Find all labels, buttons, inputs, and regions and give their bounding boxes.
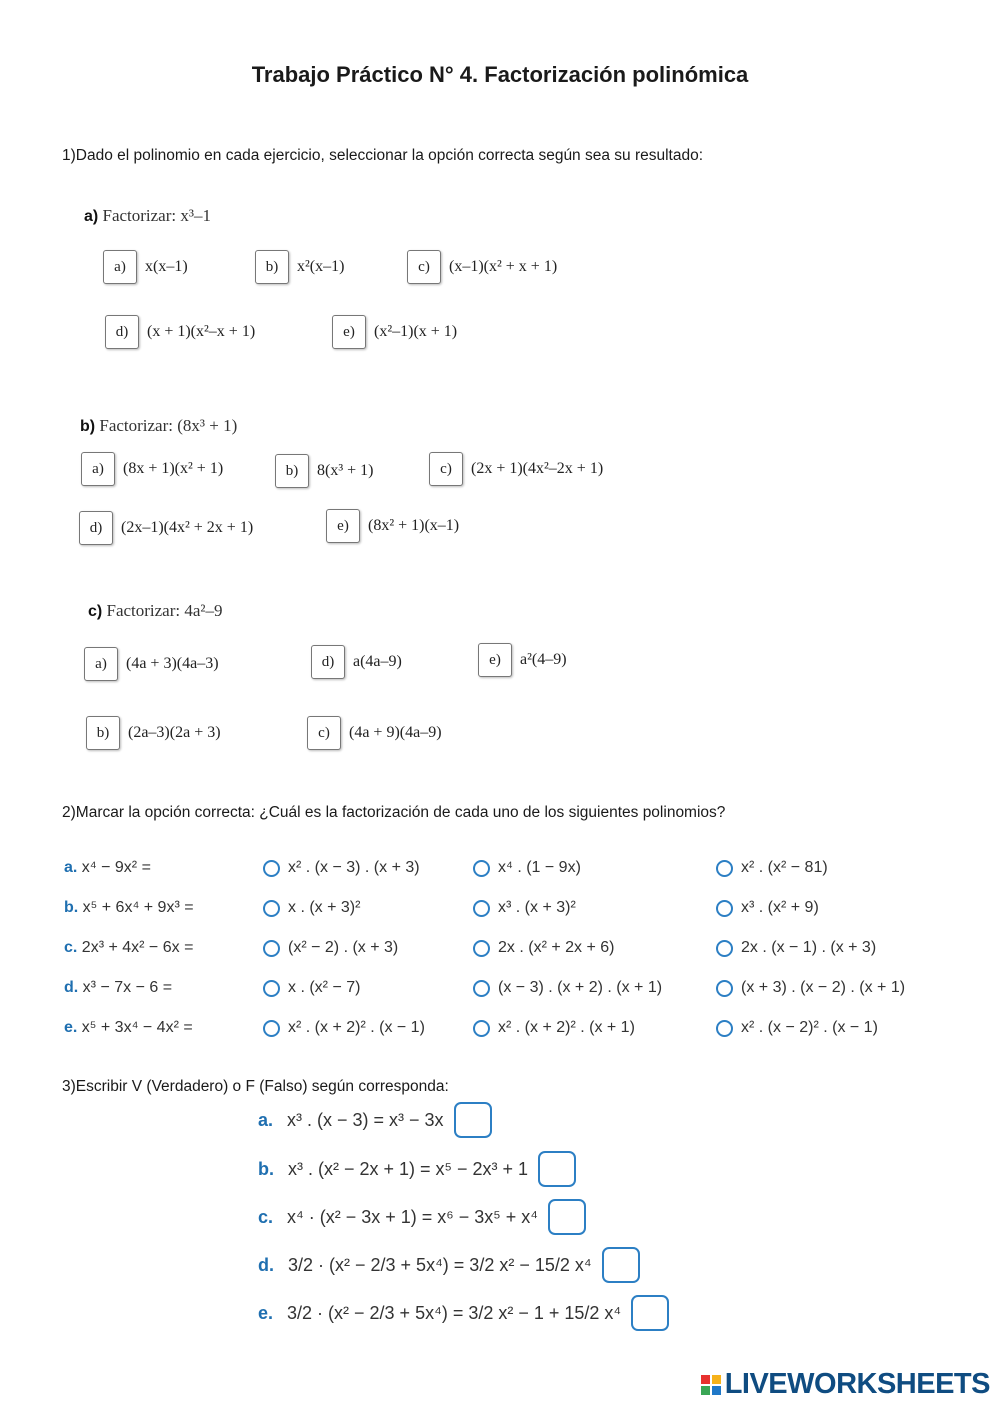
option-box[interactable]: e): [326, 509, 360, 543]
option-text: (2a–3)(2a + 3): [128, 724, 221, 741]
q2d-option-1[interactable]: x . (x² − 7): [263, 979, 360, 997]
q2c-expression: c. 2x³ + 4x² − 6x =: [64, 939, 194, 956]
q3a-row: a. x³ . (x − 3) = x³ − 3x: [258, 1102, 492, 1138]
option-text: (2x + 1)(4x²–2x + 1): [471, 460, 604, 477]
option-box[interactable]: c): [307, 716, 341, 750]
logo-square-green: [701, 1386, 710, 1395]
option-text: 8(x³ + 1): [317, 462, 374, 479]
q1b-option-e[interactable]: [326, 509, 459, 543]
q3c-expression: x⁴ · (x² − 3x + 1) = x⁶ − 3x⁵ + x⁴: [287, 1206, 538, 1227]
q2e-expression: e. x⁵ + 3x⁴ − 4x² =: [64, 1019, 193, 1036]
q1c-prompt: Factorizar: 4a²–9: [106, 601, 223, 620]
radio-icon[interactable]: [473, 1020, 490, 1037]
q1b-prompt: Factorizar: (8x³ + 1): [99, 416, 238, 435]
q2c-option-3[interactable]: 2x . (x − 1) . (x + 3): [716, 939, 876, 957]
q1b-option-b[interactable]: [275, 454, 373, 488]
q3e-expression: 3/2 · (x² − 2/3 + 5x⁴) = 3/2 x² − 1 + 15/2 x⁴: [287, 1302, 622, 1323]
logo-square-red: [701, 1375, 710, 1384]
q2b-option-2[interactable]: x³ . (x + 3)²: [473, 899, 576, 917]
option-box[interactable]: a): [81, 452, 115, 486]
logo-square-yellow: [712, 1375, 721, 1384]
option-text: (x + 1)(x²–x + 1): [147, 323, 256, 340]
option-text: x²(x–1): [297, 258, 345, 275]
option-text: (8x² + 1)(x–1): [368, 517, 460, 534]
q2d-option-3[interactable]: (x + 3) . (x − 2) . (x + 1): [716, 979, 905, 997]
option-box[interactable]: c): [429, 452, 463, 486]
page-title: Trabajo Práctico N° 4. Factorización polinómica: [251, 62, 749, 87]
radio-icon[interactable]: [263, 1020, 280, 1037]
q3c-row: c. x⁴ · (x² − 3x + 1) = x⁶ − 3x⁵ + x⁴: [258, 1199, 586, 1235]
q2c-option-2[interactable]: 2x . (x² + 2x + 6): [473, 939, 614, 957]
radio-icon[interactable]: [263, 940, 280, 957]
option-box[interactable]: d): [79, 511, 113, 545]
radio-icon[interactable]: [716, 1020, 733, 1037]
q2a-option-1[interactable]: x² . (x − 3) . (x + 3): [263, 859, 420, 877]
q2b-expression: b. x⁵ + 6x⁴ + 9x³ =: [64, 899, 194, 916]
q1a-option-b[interactable]: [255, 250, 344, 284]
q3a-answer-box[interactable]: [454, 1102, 492, 1138]
option-box[interactable]: a): [103, 250, 137, 284]
q1a-option-d[interactable]: [105, 315, 255, 349]
option-text: a²(4–9): [520, 651, 567, 668]
q1b-option-d[interactable]: [79, 511, 253, 545]
q3c-answer-box[interactable]: [548, 1199, 586, 1235]
q1c-header: [88, 601, 223, 621]
radio-icon[interactable]: [263, 900, 280, 917]
q1c-option-a[interactable]: [84, 647, 219, 681]
q2e-option-3[interactable]: x² . (x − 2)² . (x − 1): [716, 1019, 878, 1037]
q3a-expression: x³ . (x − 3) = x³ − 3x: [287, 1109, 444, 1130]
option-text: x(x–1): [145, 258, 188, 275]
q2d-expression: d. x³ − 7x − 6 =: [64, 979, 173, 996]
q2d-option-2[interactable]: (x − 3) . (x + 2) . (x + 1): [473, 979, 662, 997]
option-box[interactable]: e): [478, 643, 512, 677]
q1a-option-c[interactable]: [407, 250, 557, 284]
option-box[interactable]: d): [311, 645, 345, 679]
q1c-option-e[interactable]: [478, 643, 567, 677]
option-text: a(4a–9): [353, 653, 402, 670]
option-text: (x²–1)(x + 1): [374, 323, 458, 340]
q1b-header: [80, 416, 237, 436]
q1a-label: a): [84, 208, 99, 225]
logo-text: LIVEWORKSHEETS: [724, 1368, 990, 1400]
option-text: (8x + 1)(x² + 1): [123, 460, 224, 477]
q3-instruction: 3)Escribir V (Verdadero) o F (Falso) según corresponda:: [62, 1078, 449, 1095]
radio-icon[interactable]: [716, 900, 733, 917]
q3d-row: d. 3/2 · (x² − 2/3 + 5x⁴) = 3/2 x² − 15/2 x⁴: [258, 1247, 640, 1283]
q3b-row: b. x³ . (x² − 2x + 1) = x⁵ − 2x³ + 1: [258, 1151, 576, 1187]
radio-icon[interactable]: [263, 860, 280, 877]
option-box[interactable]: b): [275, 454, 309, 488]
q1b-option-a[interactable]: [81, 452, 223, 486]
radio-icon[interactable]: [716, 860, 733, 877]
radio-icon[interactable]: [716, 980, 733, 997]
option-box[interactable]: c): [407, 250, 441, 284]
q3e-answer-box[interactable]: [631, 1295, 669, 1331]
q2b-option-3[interactable]: x³ . (x² + 9): [716, 899, 819, 917]
option-text: (4a + 9)(4a–9): [349, 724, 442, 741]
option-text: (2x–1)(4x² + 2x + 1): [121, 519, 254, 536]
option-box[interactable]: b): [255, 250, 289, 284]
q1a-prompt: Factorizar: x³–1: [102, 206, 211, 225]
q1c-option-d[interactable]: [311, 645, 402, 679]
q3d-answer-box[interactable]: [602, 1247, 640, 1283]
q2a-expression: a. x⁴ − 9x² =: [64, 859, 151, 876]
q2-instruction: 2)Marcar la opción correcta: ¿Cuál es la factorización de cada uno de los siguientes polinomios?: [62, 804, 726, 821]
option-box[interactable]: e): [332, 315, 366, 349]
q3e-row: e. 3/2 · (x² − 2/3 + 5x⁴) = 3/2 x² − 1 + 15/2 x⁴: [258, 1295, 669, 1331]
q2b-option-1[interactable]: x . (x + 3)²: [263, 899, 360, 917]
logo-square-blue: [712, 1386, 721, 1395]
radio-icon[interactable]: [716, 940, 733, 957]
liveworksheets-logo: [701, 1368, 990, 1401]
q2a-option-2[interactable]: x⁴ . (1 − 9x): [473, 859, 581, 877]
q3d-expression: 3/2 · (x² − 2/3 + 5x⁴) = 3/2 x² − 15/2 x⁴: [288, 1254, 592, 1275]
radio-icon[interactable]: [473, 980, 490, 997]
q2e-option-1[interactable]: x² . (x + 2)² . (x − 1): [263, 1019, 425, 1037]
q2e-option-2[interactable]: x² . (x + 2)² . (x + 1): [473, 1019, 635, 1037]
q2c-option-1[interactable]: (x² − 2) . (x + 3): [263, 939, 398, 957]
option-box[interactable]: d): [105, 315, 139, 349]
q1b-option-c[interactable]: [429, 452, 603, 486]
option-text: (4a + 3)(4a–3): [126, 655, 219, 672]
q1a-header: [84, 206, 211, 226]
q3b-answer-box[interactable]: [538, 1151, 576, 1187]
option-box[interactable]: a): [84, 647, 118, 681]
option-box[interactable]: b): [86, 716, 120, 750]
radio-icon[interactable]: [263, 980, 280, 997]
q3b-expression: x³ . (x² − 2x + 1) = x⁵ − 2x³ + 1: [288, 1158, 529, 1179]
logo-icon: [701, 1375, 721, 1395]
radio-icon[interactable]: [473, 860, 490, 877]
q1b-label: b): [80, 418, 96, 435]
q1c-option-b[interactable]: [86, 716, 221, 750]
q1a-option-e[interactable]: [332, 315, 457, 349]
q1c-option-c[interactable]: [307, 716, 442, 750]
option-text: (x–1)(x² + x + 1): [449, 258, 558, 275]
radio-icon[interactable]: [473, 900, 490, 917]
radio-icon[interactable]: [473, 940, 490, 957]
q1c-label: c): [88, 603, 103, 620]
q1-instruction: 1)Dado el polinomio en cada ejercicio, seleccionar la opción correcta según sea su resultado:: [62, 147, 704, 164]
q2a-option-3[interactable]: x² . (x² − 81): [716, 859, 828, 877]
q1a-option-a[interactable]: [103, 250, 188, 284]
